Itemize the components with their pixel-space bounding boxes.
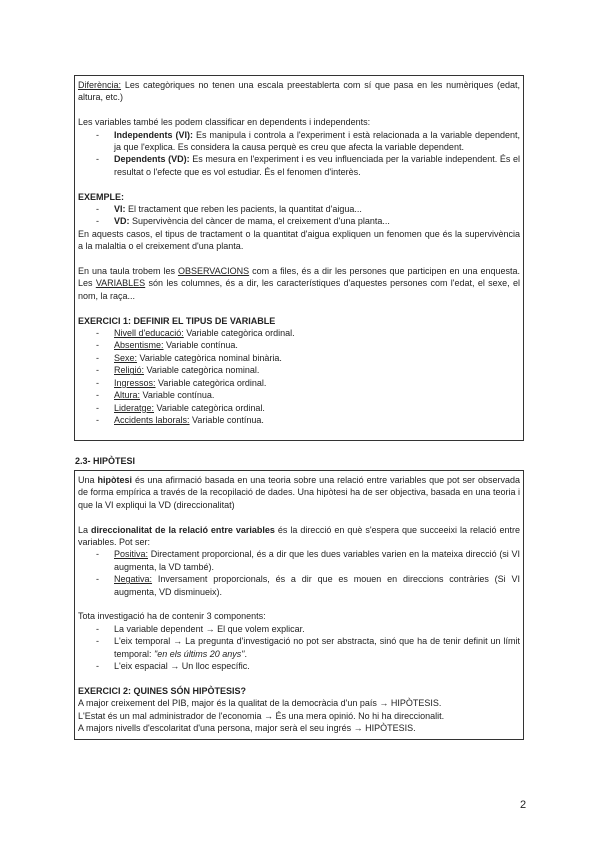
list-item: - VD: Supervivència del càncer de mama, el creixement d'una planta...	[96, 216, 390, 227]
components-list	[78, 623, 520, 673]
exercise1-text: Variable categòrica ordinal.	[183, 328, 295, 339]
var-types-list	[78, 129, 520, 179]
exercise1-term: Absentisme:	[114, 340, 164, 351]
list-item: - Accidents laborals: Variable contínua.	[96, 414, 264, 425]
dir-text: Inversament proporcionals, és a dir que es mouen en direccions contràries (Si VI augmenta, VD disminueix).	[114, 574, 520, 597]
directionality-text: La	[78, 524, 91, 535]
exercise1-text: Variable categòrica ordinal.	[155, 377, 267, 388]
classify-intro: Les variables també les podem classificar en dependents i independents:	[78, 117, 371, 128]
var-type-text: Es mesura en l'experiment i es veu influenciada per la variable independent. És el resultat o l'efecte que es vol estudiar. És el fenomen d'interès.	[114, 154, 520, 177]
exercise1-term: Lideratge:	[114, 402, 155, 413]
list-item: - Lideratge: Variable categòrica ordinal.	[96, 402, 265, 413]
exercise1-term: Altura:	[114, 390, 141, 401]
exercise1-text: Variable categòrica nominal.	[144, 365, 260, 376]
hypothesis-text: és una afirmació basada en una teoria sobre una relació entre variables que pot ser observada de forma empírica a través de la recopilació de dades. Una hipòtesi ha de ser objectiva, basada en una teoria i que la VI expliqui la VD (direccionalitat)	[78, 475, 520, 510]
component-tail: .	[244, 648, 247, 659]
exercise1-list	[78, 327, 520, 426]
exercise2-line: L'Estat és un mal administrador de l'economia → És una mera opinió. No hi ha direccionalit.	[78, 710, 445, 721]
dir-term: Negativa:	[114, 574, 153, 585]
example-term: VD:	[114, 216, 130, 227]
box-variables	[74, 75, 524, 441]
diferencia-term: Diferència:	[78, 80, 122, 90]
list-item: - Independents (VI): Es manipula i controla a l'experiment i està relacionada a la variable dependent, ja que l'explica. Es considera la causa perquè es creu que afecta la variable dependent.	[96, 129, 521, 153]
component-text: La variable dependent → El que volem explicar.	[114, 623, 305, 634]
exercise1-term: Sexe:	[114, 352, 138, 363]
hypothesis-text: Una	[78, 475, 98, 485]
table-text: són les columnes, és a dir, les característiques d'aquestes persones com l'edat, el sexe, el nom, la raça...	[78, 278, 520, 301]
component-text: L'eix temporal → La pregunta d'investigació no pot ser abstracta, sinó que ha de tenir definit un límit temporal:	[114, 636, 520, 659]
component-italic: "en els últims 20 anys"	[154, 648, 245, 659]
hypothesis-term: hipòtesi	[97, 475, 132, 485]
example-term: VI:	[114, 204, 126, 215]
list-item: - Nivell d'educació: Variable categòrica ordinal.	[96, 328, 295, 339]
exercise2-heading: EXERCICI 2: QUINES SÓN HIPÒTESIS?	[78, 685, 247, 696]
box-hypothesis	[74, 470, 524, 740]
list-item: - Dependents (VD): Es mesura en l'experiment i es veu influenciada per la variable independent. És el resultat o l'efecte que es vol estudiar. És el fenomen d'interès.	[96, 154, 520, 177]
var-type-term: Independents (VI):	[114, 129, 193, 140]
exercise1-text: Variable categòrica ordinal.	[154, 402, 265, 413]
components-intro: Tota investigació ha de contenir 3 components:	[78, 611, 266, 622]
list-item: - Ingressos: Variable categòrica ordinal.	[96, 377, 267, 388]
list-item: - Religió: Variable categòrica nominal.	[96, 365, 260, 376]
exercise1-heading: EXERCICI 1: DEFINIR EL TIPUS DE VARIABLE	[78, 315, 276, 326]
exercise2-line: A majors nivells d'escolaritat d'una persona, major serà el seu ingrés → HIPÒTESIS.	[78, 723, 416, 734]
variables-term: VARIABLES	[95, 278, 146, 289]
component-text: L'eix espacial → Un lloc específic.	[114, 661, 250, 672]
dir-text: Directament proporcional, és a dir que les dues variables varien en la mateixa direcció (si VI augmenta, la VD també).	[114, 549, 520, 572]
exercise1-text: Variable contínua.	[163, 340, 238, 351]
dir-term: Positiva:	[114, 549, 149, 560]
section-title: 2.3- HIPÒTESI	[75, 456, 136, 466]
exercise1-term: Religió:	[114, 365, 145, 376]
table-text: En una taula trobem les	[78, 266, 178, 277]
example-list	[78, 203, 520, 228]
list-item: - La variable dependent → El que volem explicar.	[96, 623, 305, 634]
diferencia-text: Les categòriques no tenen una escala preestablerta com sí que pasa en les numèriques (edat, altura, etc.)	[78, 80, 520, 103]
list-item: - L'eix temporal → La pregunta d'investigació no pot ser abstracta, sinó que ha de tenir definit un límit temporal: "en els últims 20 anys".	[96, 636, 520, 659]
diferencia-paragraph	[78, 79, 520, 104]
table-paragraph	[78, 265, 520, 302]
page-number: 2	[520, 799, 527, 811]
exercise1-term: Accidents laborals:	[114, 414, 190, 425]
hypothesis-paragraph	[78, 474, 520, 511]
exercise1-text: Variable contínua.	[189, 414, 264, 425]
directionality-term: direccionalitat de la relació entre variables	[90, 524, 275, 535]
var-type-text: Es manipula i controla a l'experiment i està relacionada a la variable dependent, ja que l'explica. Es considera la causa perquè es creu que afecta la variable dependent.	[114, 129, 521, 153]
exercise1-term: Ingressos:	[114, 377, 156, 388]
directionality-text: és la direcció en què s'espera que succeeixi la relació entre variables. Pot ser:	[78, 524, 520, 548]
list-item: - Sexe: Variable categòrica nominal binària.	[96, 352, 282, 363]
example-conclusion: En aquests casos, el tipus de tractament o la quantitat d'aigua expliquen un fenomen que és la supervivència a la malaltia o el creixement d'una planta.	[78, 228, 520, 252]
example-heading: EXEMPLE:	[78, 191, 125, 202]
directionality-paragraph	[78, 524, 520, 549]
var-type-term: Dependents (VD):	[114, 154, 190, 165]
exercise1-text: Variable contínua.	[140, 390, 215, 401]
directionality-list	[78, 548, 520, 598]
table-text: com a files, és a dir les persones que participen en una enquesta. Les	[78, 266, 520, 289]
exercise2-line: A major creixement del PIB, major és la qualitat de la democràcia d'un país → HIPÒTESIS.	[78, 698, 442, 709]
list-item: - VI: El tractament que reben les pacients, la quantitat d'aigua...	[96, 204, 362, 215]
example-text: Supervivència del càncer de mama, el creixement d'una planta...	[129, 216, 390, 227]
list-item: - L'eix espacial → Un lloc específic.	[96, 661, 250, 672]
exercise1-term: Nivell d'educació:	[114, 328, 184, 339]
list-item: - Absentisme: Variable contínua.	[96, 340, 238, 351]
list-item: - Negativa: Inversament proporcionals, és a dir que es mouen en direccions contràries (Si VI augmenta, VD disminueix).	[96, 574, 520, 597]
exercise1-text: Variable categòrica nominal binària.	[137, 352, 282, 363]
list-item: - Altura: Variable contínua.	[96, 390, 215, 401]
list-item: - Positiva: Directament proporcional, és a dir que les dues variables varien en la mateixa direcció (si VI augmenta, la VD també).	[96, 549, 520, 572]
example-text: El tractament que reben les pacients, la quantitat d'aigua...	[125, 204, 362, 215]
observations-term: OBSERVACIONS	[177, 266, 250, 277]
